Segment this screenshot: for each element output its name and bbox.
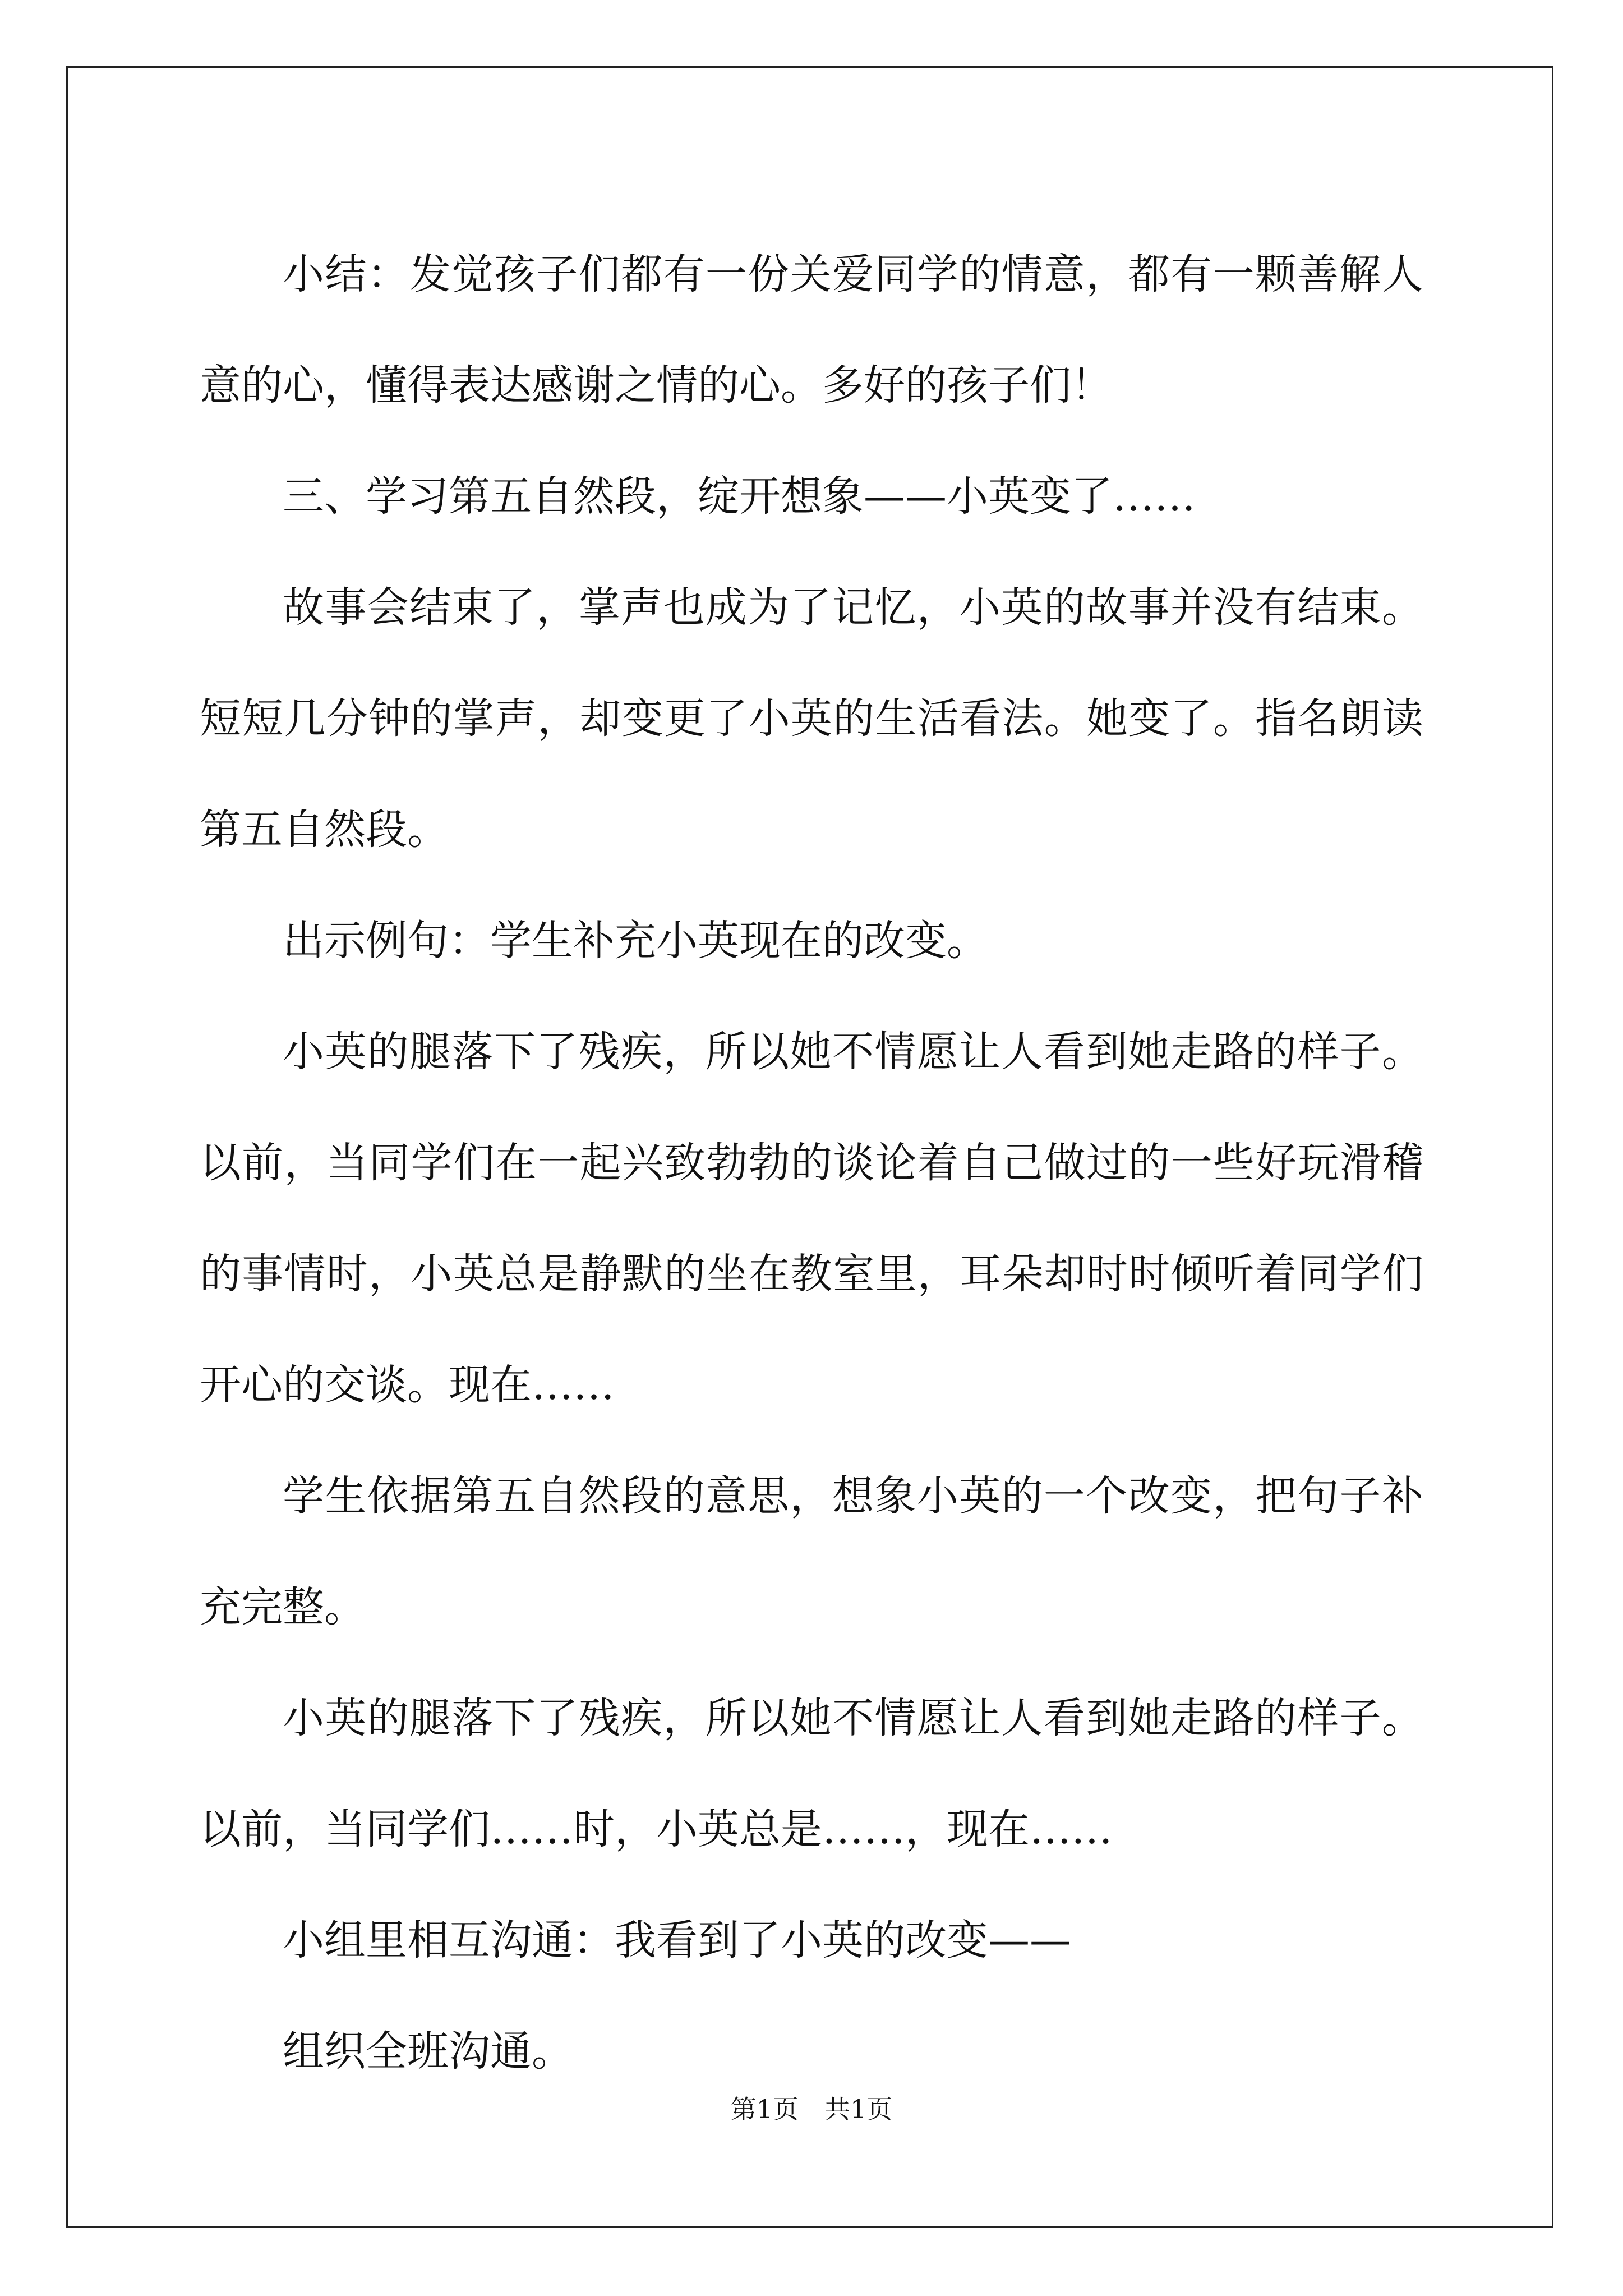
page-footer: 第1页 共1页 [730,2094,893,2124]
document-body [200,219,1423,2107]
paragraph-story-continues: 故事会结束了，掌声也成为了记忆，小英的故事并没有结束。短短几分钟的掌声，却变更了小英的生活看法。她变了。指名朗读第五自然段。 [200,583,1423,854]
paragraph-example-sentence: 小英的腿落下了残疾，所以她不情愿让人看到她走路的样子。以前，当同学们在一起兴致勃勃的谈论着自己做过的一些好玩滑稽的事情时，小英总是静默的坐在教室里，耳朵却时时倾听着同学们开心的交谈。现在…… [200,1028,1423,1409]
paragraph-fill-in-template: 小英的腿落下了残疾，所以她不情愿让人看到她走路的样子。以前，当同学们……时，小英总是……，现在…… [200,1694,1423,1853]
paragraph-group-discussion: 小组里相互沟通：我看到了小英的改变—— [283,1916,1071,1964]
paragraph-summary: 小结：发觉孩子们都有一份关爱同学的情意，都有一颗善解人意的心，懂得表达感谢之情的心。多好的孩子们！ [200,250,1423,409]
paragraph-example-intro: 出示例句：学生补充小英现在的改变。 [283,917,988,965]
paragraph-section-heading: 三、学习第五自然段，绽开想象——小英变了…… [283,472,1196,521]
paragraph-student-task: 学生依据第五自然段的意思，想象小英的一个改变，把句子补充完整。 [200,1472,1423,1631]
paragraph-class-discussion: 组织全班沟通。 [283,2027,573,2076]
